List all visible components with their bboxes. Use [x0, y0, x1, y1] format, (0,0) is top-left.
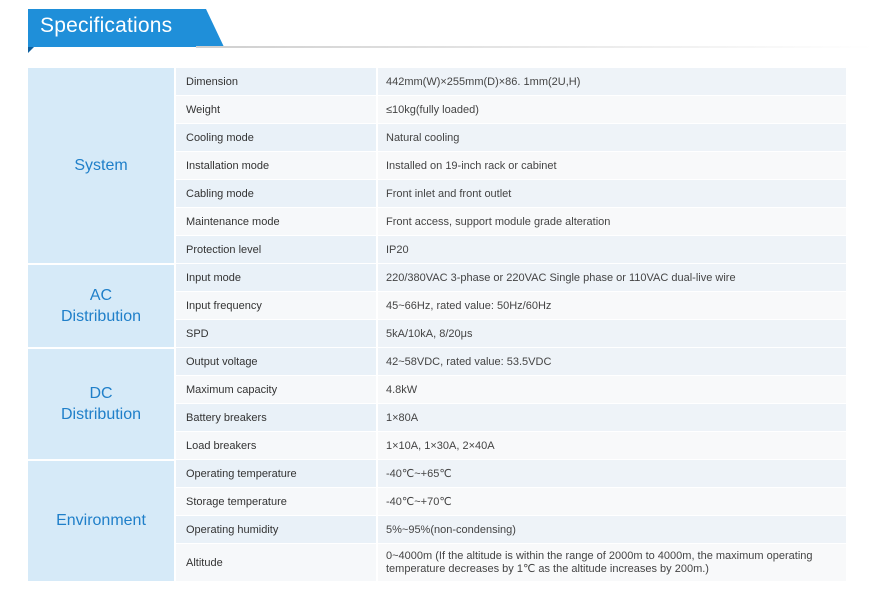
- param-label: Altitude: [175, 544, 377, 582]
- group-dc-distribution: DC Distribution: [28, 348, 175, 460]
- param-value: -40℃~+65℃: [377, 460, 846, 488]
- param-label: Input mode: [175, 264, 377, 292]
- param-value: Front access, support module grade alteration: [377, 208, 846, 236]
- table-row: [28, 68, 846, 96]
- param-value: 42~58VDC, rated value: 53.5VDC: [377, 348, 846, 376]
- param-value: -40℃~+70℃: [377, 488, 846, 516]
- param-value: 45~66Hz, rated value: 50Hz/60Hz: [377, 292, 846, 320]
- param-value: IP20: [377, 236, 846, 264]
- param-label: Operating temperature: [175, 460, 377, 488]
- param-value: 4.8kW: [377, 376, 846, 404]
- param-value: Front inlet and front outlet: [377, 180, 846, 208]
- param-label: Cooling mode: [175, 124, 377, 152]
- param-label: Storage temperature: [175, 488, 377, 516]
- spec-table: [28, 68, 846, 583]
- param-label: Output voltage: [175, 348, 377, 376]
- param-label: Installation mode: [175, 152, 377, 180]
- param-label: Battery breakers: [175, 404, 377, 432]
- param-label: Protection level: [175, 236, 377, 264]
- param-label: Cabling mode: [175, 180, 377, 208]
- param-value: 5%~95%(non-condensing): [377, 516, 846, 544]
- group-system: System: [28, 68, 175, 264]
- param-value: ≤10kg(fully loaded): [377, 96, 846, 124]
- param-label: Weight: [175, 96, 377, 124]
- param-label: SPD: [175, 320, 377, 348]
- param-value: Natural cooling: [377, 124, 846, 152]
- param-value: Installed on 19-inch rack or cabinet: [377, 152, 846, 180]
- param-value: 442mm(W)×255mm(D)×86. 1mm(2U,H): [377, 68, 846, 96]
- param-label: Maximum capacity: [175, 376, 377, 404]
- param-value: 220/380VAC 3-phase or 220VAC Single phase or 110VAC dual-live wire: [377, 264, 846, 292]
- group-environment: Environment: [28, 460, 175, 582]
- param-value: 5kA/10kA, 8/20μs: [377, 320, 846, 348]
- page-title: Specifications: [40, 14, 173, 37]
- header-divider: [196, 46, 873, 48]
- param-label: Load breakers: [175, 432, 377, 460]
- table-row: [28, 264, 846, 292]
- group-ac-distribution: AC Distribution: [28, 264, 175, 348]
- table-row: [28, 348, 846, 376]
- table-row: [28, 460, 846, 488]
- param-label: Maintenance mode: [175, 208, 377, 236]
- param-label: Input frequency: [175, 292, 377, 320]
- param-label: Operating humidity: [175, 516, 377, 544]
- header-fold: [28, 47, 34, 53]
- param-value: 1×10A, 1×30A, 2×40A: [377, 432, 846, 460]
- param-label: Dimension: [175, 68, 377, 96]
- param-value: 1×80A: [377, 404, 846, 432]
- param-value: 0~4000m (If the altitude is within the range of 2000m to 4000m, the maximum operating temperature decreases by 1℃ as the altitude increases by 200m.): [377, 544, 846, 582]
